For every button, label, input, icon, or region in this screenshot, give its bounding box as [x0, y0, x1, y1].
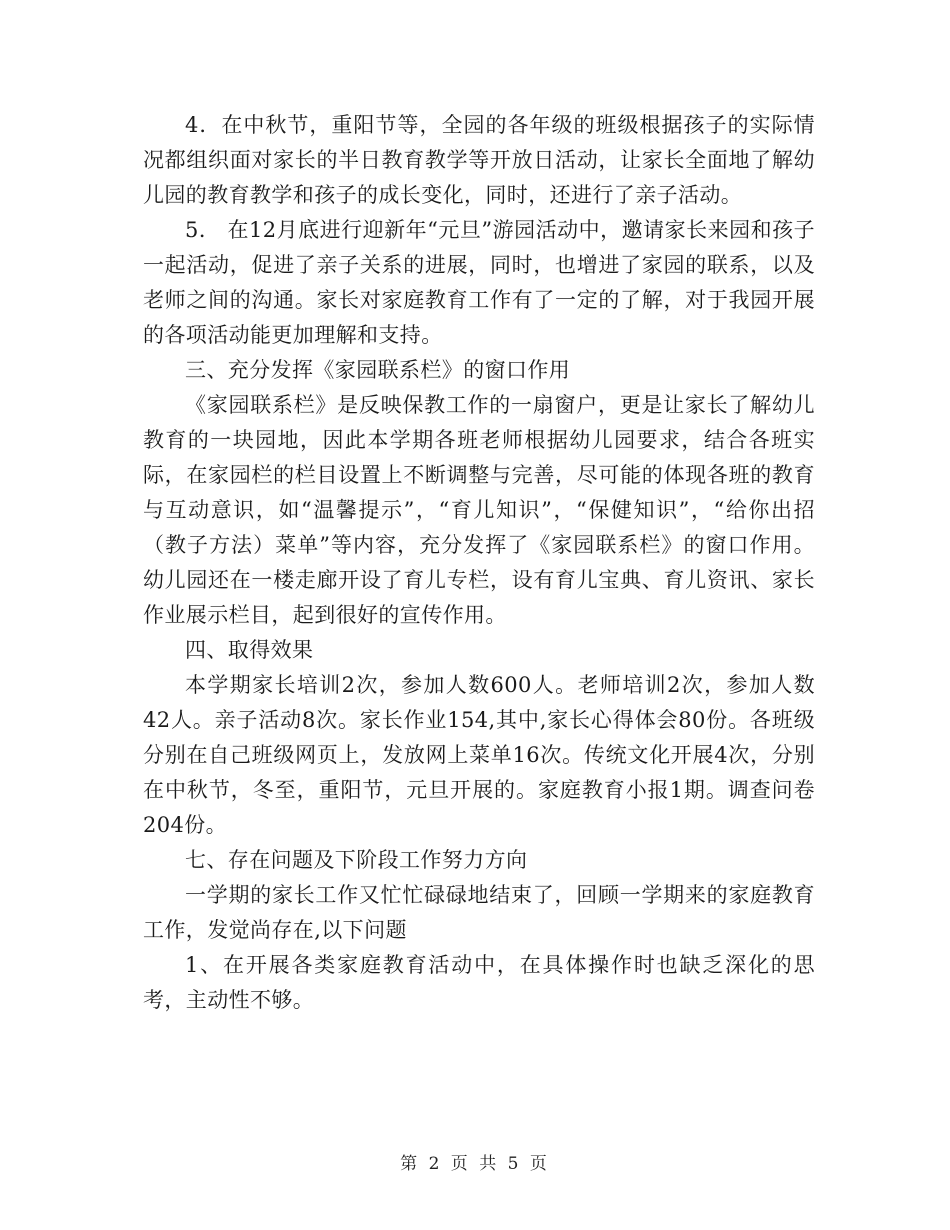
paragraph-issue-1: 1、在开展各类家庭教育活动中，在具体操作时也缺乏深化的思考，主动性不够。 [143, 953, 815, 1012]
section-heading-3: 三、充分发挥《家园联系栏》的窗口作用 [185, 358, 571, 382]
paragraph-mid-autumn-open-day: 4．在中秋节，重阳节等，全园的各年级的班级根据孩子的实际情况都组织面对家长的半日教育教学等开放日活动，让家长全面地了解幼儿园的教育教学和孩子的成长变化，同时，还进行了亲子活动。 [143, 113, 815, 207]
section-heading-7: 七、存在问题及下阶段工作努力方向 [185, 848, 528, 872]
paragraph-new-year-activity: 5． 在12月底进行迎新年“元旦”游园活动中，邀请家长来园和孩子一起活动，促进了亲子关系的进展，同时，也增进了家园的联系，以及老师之间的沟通。家长对家庭教育工作有了一定的了解，对于我园开展的各项活动能更加理解和支持。 [143, 218, 815, 347]
page-number-footer: 第 2 页 共 5 页 [400, 1154, 550, 1174]
document-body [143, 108, 815, 1018]
paragraph-results: 本学期家长培训2次，参加人数600人。老师培训2次，参加人数42人。亲子活动8次。家长作业154,其中,家长心得体会80份。各班级分别在自己班级网页上，发放网上菜单16次。传统文化开展4次，分别在中秋节，冬至，重阳节，元旦开展的。家庭教育小报1期。调查问卷204份。 [143, 673, 815, 837]
section-heading-4: 四、取得效果 [185, 638, 314, 662]
paragraph-semester-review: 一学期的家长工作又忙忙碌碌地结束了，回顾一学期来的家庭教育工作，发觉尚存在,以下问题 [143, 883, 815, 942]
paragraph-contact-board: 《家园联系栏》是反映保教工作的一扇窗户，更是让家长了解幼儿教育的一块园地，因此本学期各班老师根据幼儿园要求，结合各班实际，在家园栏的栏目设置上不断调整与完善，尽可能的体现各班的教育与互动意识，如“温馨提示”，“育儿知识”，“保健知识”，“给你出招（教子方法）菜单”等内容，充分发挥了《家园联系栏》的窗口作用。幼儿园还在一楼走廊开设了育儿专栏，设有育儿宝典、育儿资讯、家长作业展示栏目，起到很好的宣传作用。 [143, 393, 815, 627]
